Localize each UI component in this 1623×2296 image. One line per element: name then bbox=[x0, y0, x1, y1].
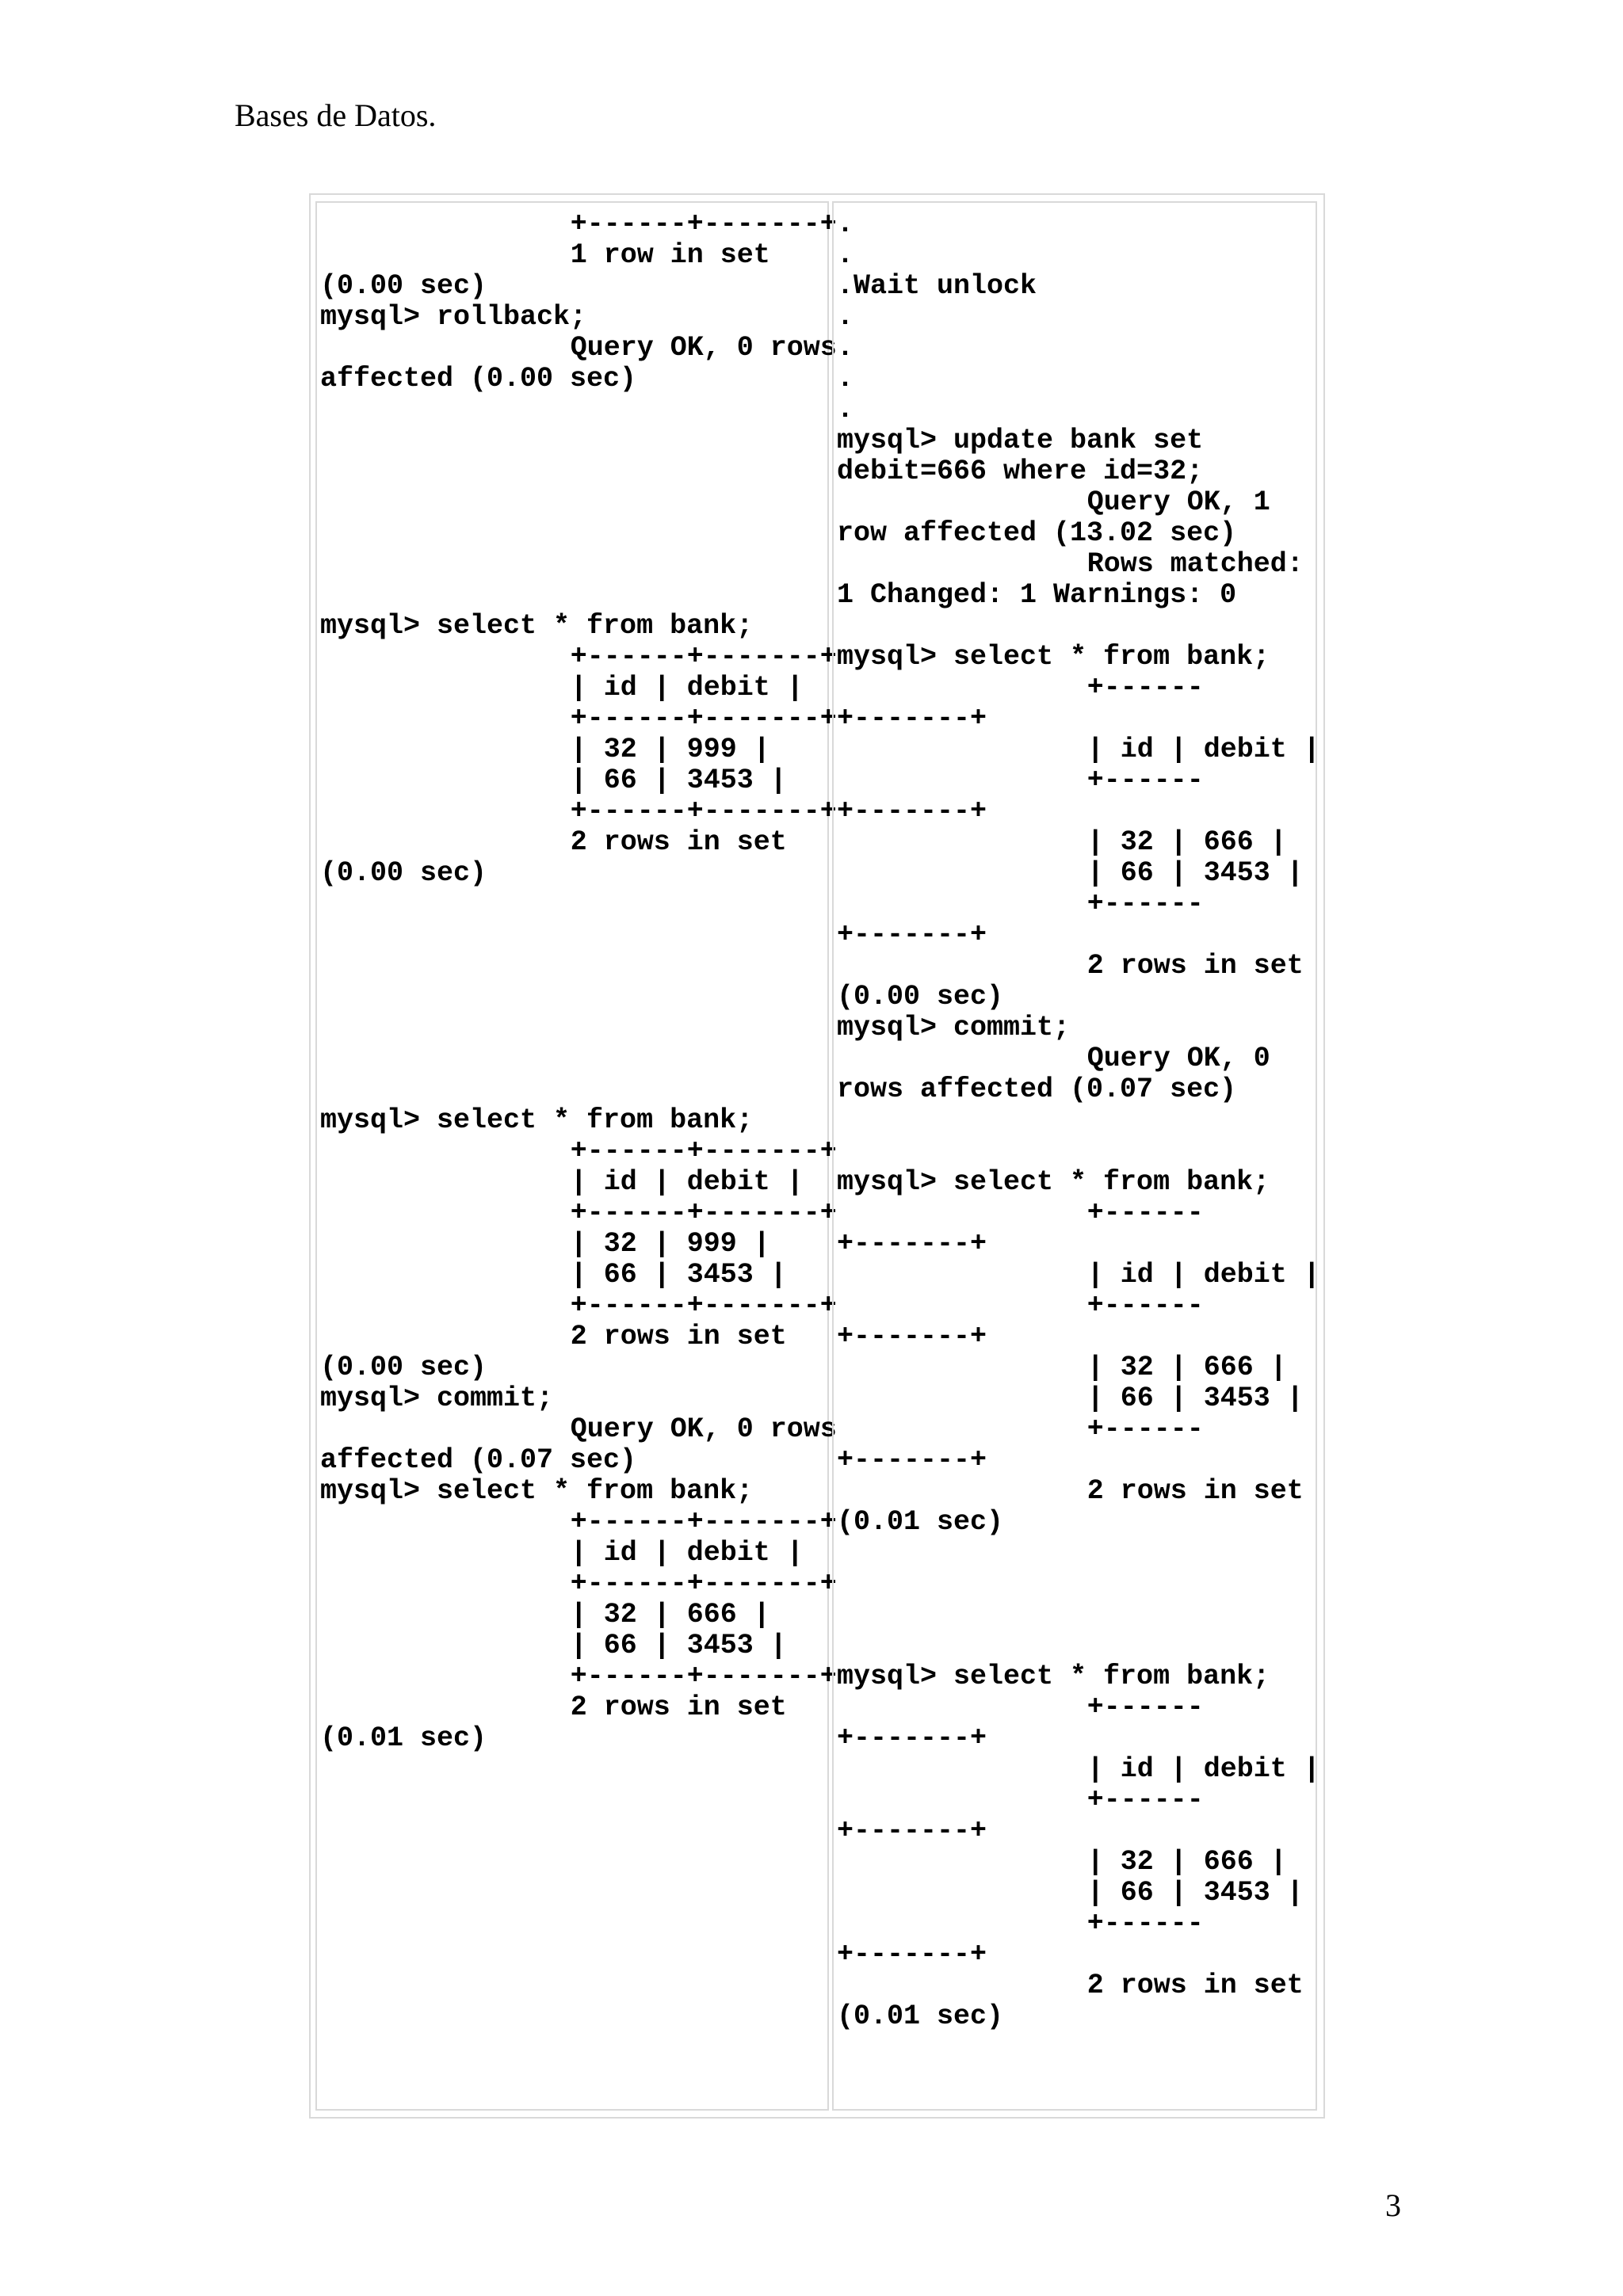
transcript-line: +-------+ bbox=[837, 795, 987, 827]
transcript-line: (0.00 sec) bbox=[320, 857, 487, 889]
transcript-line: +------+-------+ bbox=[570, 208, 837, 240]
transcript-line: +------ bbox=[1086, 1691, 1204, 1723]
transcript-line: . bbox=[837, 363, 854, 395]
transcript-line: +------+-------+ bbox=[570, 1661, 837, 1692]
transcript-line: +------+-------+ bbox=[570, 1197, 837, 1229]
transcript-line: (0.01 sec) bbox=[837, 2000, 1004, 2032]
transcript-line: | 66 | 3453 | bbox=[1086, 1383, 1304, 1414]
transcript-line: 2 rows in set bbox=[1086, 950, 1304, 982]
transcript-line: 2 rows in set bbox=[1086, 1475, 1304, 1507]
transcript-line: +------+-------+ bbox=[570, 1506, 837, 1538]
transcript-line: +------+-------+ bbox=[570, 1290, 837, 1322]
session-left-column bbox=[315, 201, 837, 2111]
transcript-line: Rows matched: bbox=[1086, 548, 1304, 580]
transcript-line: rows affected (0.07 sec) bbox=[837, 1074, 1237, 1105]
transcript-line: mysql> rollback; bbox=[320, 301, 587, 333]
transcript-line: Query OK, 1 bbox=[1086, 486, 1270, 518]
transcript-line: | 32 | 666 | bbox=[1086, 826, 1287, 858]
transcript-line: +------+-------+ bbox=[570, 795, 837, 827]
transcript-line: affected (0.00 sec) bbox=[320, 363, 637, 395]
transcript-line: debit=666 where id=32; bbox=[837, 456, 1204, 487]
transcript-line: | id | debit | bbox=[1086, 1259, 1320, 1291]
transcript-line: | 66 | 3453 | bbox=[570, 765, 787, 796]
transcript-line: 2 rows in set bbox=[570, 826, 787, 858]
transcript-line: +-------+ bbox=[837, 1815, 987, 1847]
transcript-line: | 66 | 3453 | bbox=[570, 1259, 787, 1291]
transcript-line: . bbox=[837, 239, 854, 271]
transcript-line: mysql> select * from bank; bbox=[320, 1104, 754, 1136]
transcript-line: Query OK, 0 rows bbox=[570, 1413, 837, 1445]
transcript-line: +-------+ bbox=[837, 1321, 987, 1352]
transcript-line: +-------+ bbox=[837, 919, 987, 951]
transcript-line: +------ bbox=[1086, 1290, 1204, 1322]
transcript-line: | id | debit | bbox=[1086, 1753, 1320, 1785]
transcript-line: +------+-------+ bbox=[570, 1135, 837, 1167]
transcript-line: +-------+ bbox=[837, 1939, 987, 1970]
transcript-line: row affected (13.02 sec) bbox=[837, 517, 1237, 549]
transcript-line: Query OK, 0 rows bbox=[570, 332, 837, 364]
transcript-line: mysql> select * from bank; bbox=[320, 1475, 754, 1507]
header-title: Bases de Datos. bbox=[235, 97, 437, 133]
transcript-line: | 66 | 3453 | bbox=[1086, 1877, 1304, 1909]
transcript-line: . bbox=[837, 332, 854, 364]
transcript-line: (0.01 sec) bbox=[837, 1506, 1004, 1538]
transcript-line: mysql> select * from bank; bbox=[837, 1661, 1270, 1692]
transcript-line: | 32 | 999 | bbox=[570, 1228, 770, 1260]
transcript-line: | 32 | 666 | bbox=[1086, 1352, 1287, 1383]
transaction-transcript-table bbox=[309, 193, 1325, 2119]
transcript-line: mysql> select * from bank; bbox=[837, 1166, 1270, 1198]
transcript-line: 2 rows in set bbox=[570, 1321, 787, 1352]
transcript-line: . bbox=[837, 208, 854, 240]
transcript-line: +------ bbox=[1086, 1197, 1204, 1229]
transcript-line: mysql> select * from bank; bbox=[320, 610, 754, 642]
transcript-line: (0.00 sec) bbox=[320, 270, 487, 302]
transcript-line: affected (0.07 sec) bbox=[320, 1444, 637, 1476]
transcript-line: | 32 | 666 | bbox=[1086, 1846, 1287, 1878]
transcript-line: (0.00 sec) bbox=[320, 1352, 487, 1383]
transcript-line: +-------+ bbox=[837, 703, 987, 734]
transcript-line: | id | debit | bbox=[570, 1166, 804, 1198]
transcript-line: mysql> select * from bank; bbox=[837, 641, 1270, 673]
transcript-line: Query OK, 0 bbox=[1086, 1043, 1270, 1074]
transcript-line: (0.00 sec) bbox=[837, 981, 1004, 1013]
transcript-line: +-------+ bbox=[837, 1228, 987, 1260]
transcript-line: +------ bbox=[1086, 888, 1204, 920]
transcript-line: +------ bbox=[1086, 1908, 1204, 1939]
page-number: 3 bbox=[1385, 2187, 1401, 2223]
transcript-line: | id | debit | bbox=[1086, 734, 1320, 765]
transcript-line: +------ bbox=[1086, 1784, 1204, 1816]
transcript-line: | 66 | 3453 | bbox=[570, 1630, 787, 1661]
transcript-line: +------ bbox=[1086, 1413, 1204, 1445]
transcript-line: +------ bbox=[1086, 672, 1204, 704]
transcript-line: .Wait unlock bbox=[837, 270, 1037, 302]
transcript-line: | id | debit | bbox=[570, 1537, 804, 1569]
transcript-line: +-------+ bbox=[837, 1444, 987, 1476]
transcript-line: 2 rows in set bbox=[570, 1691, 787, 1723]
transcript-line: | 32 | 999 | bbox=[570, 734, 770, 765]
transcript-line: | 32 | 666 | bbox=[570, 1599, 770, 1630]
transcript-line: +-------+ bbox=[837, 1722, 987, 1754]
transcript-line: 1 row in set bbox=[570, 239, 770, 271]
transcript-line: mysql> commit; bbox=[837, 1012, 1071, 1043]
session-right-column bbox=[832, 201, 1320, 2111]
transcript-line: . bbox=[837, 394, 854, 425]
transcript-line: mysql> commit; bbox=[320, 1383, 554, 1414]
transcript-line: . bbox=[837, 301, 854, 333]
transcript-line: mysql> update bank set bbox=[837, 425, 1204, 456]
transcript-line: +------+-------+ bbox=[570, 641, 837, 673]
transcript-line: | 66 | 3453 | bbox=[1086, 857, 1304, 889]
transcript-line: 2 rows in set bbox=[1086, 1970, 1304, 2001]
transcript-line: +------+-------+ bbox=[570, 1568, 837, 1600]
transcript-line: | id | debit | bbox=[570, 672, 804, 704]
transcript-line: (0.01 sec) bbox=[320, 1722, 487, 1754]
transcript-line: +------+-------+ bbox=[570, 703, 837, 734]
transcript-line: +------ bbox=[1086, 765, 1204, 796]
transcript-line: 1 Changed: 1 Warnings: 0 bbox=[837, 579, 1237, 611]
